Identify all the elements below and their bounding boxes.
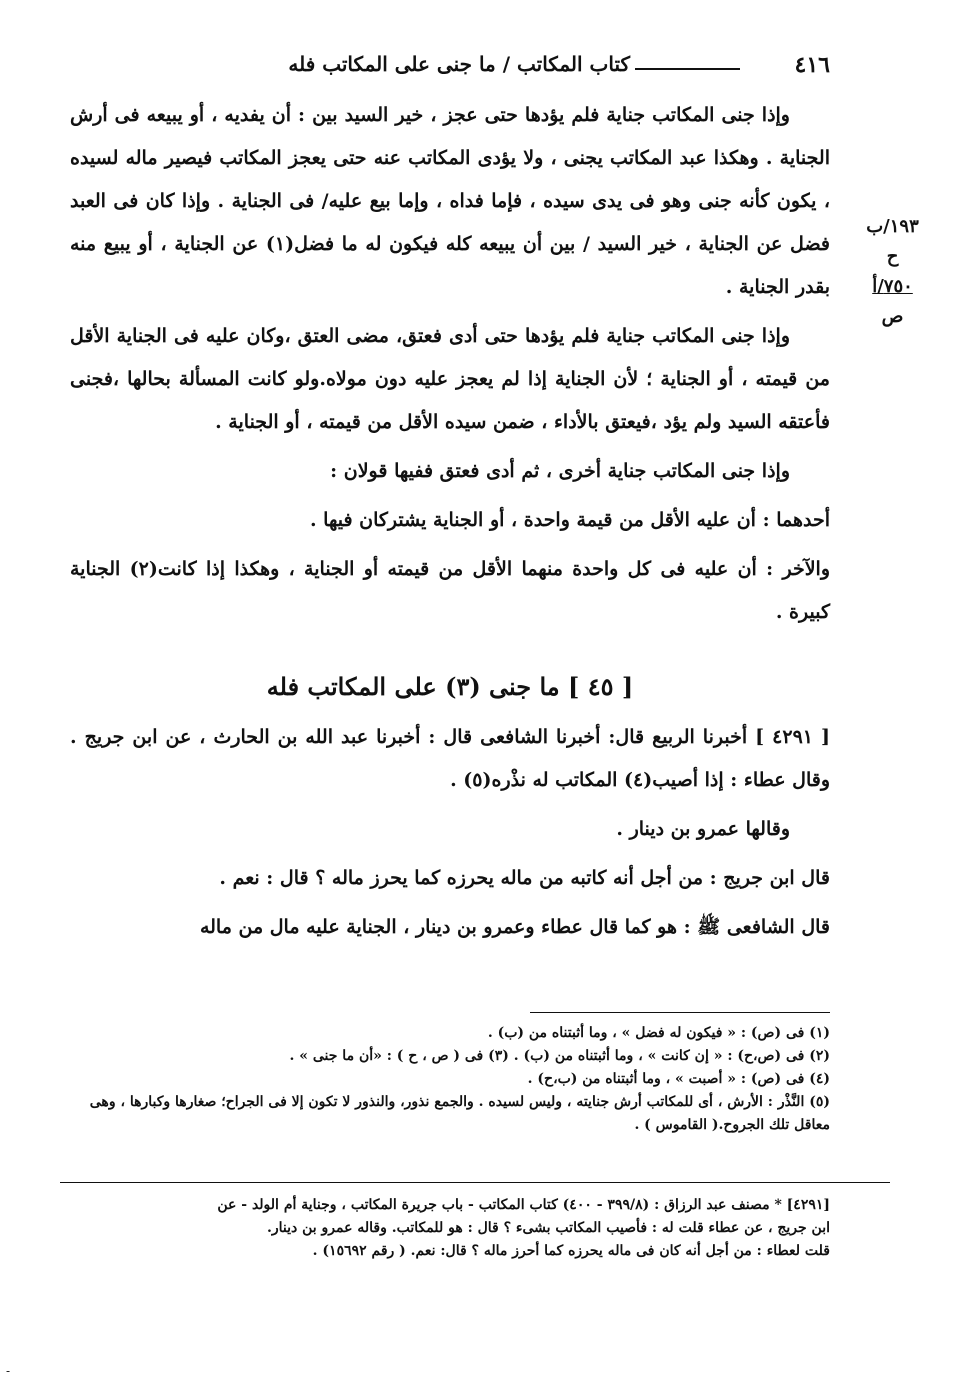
section-heading: [ ٤٥ ] ما جنى (٣) على المكاتب فله bbox=[266, 672, 634, 701]
paragraph: وإذا جنى المكاتب جناية فلم يؤدها حتى عجز ، خير السيد بين : أن يفديه ، أو يبيعه فى أرش الجناية . وهكذا عبد المكاتب يجنى ، ولا يؤدى المكاتب عنه حتى يعجز المكاتب فيصير ماله لسيده ، يكون كأنه جنى وهو فى يدى سيده ، فإما فداه ، وإما بيع عليه/ فى الجناية . وإذا كان فى العبد فضل عن الجناية ، خير السيد / بين أن يبيعه كله فيكون له ما فضل(١) عن الجناية ، أو يبيع منه بقدر الجناية . bbox=[70, 104, 831, 298]
paragraph: وقالها عمرو بن دينار . bbox=[616, 818, 790, 840]
reference-note bbox=[70, 1194, 830, 1263]
paragraph: قال ابن جريج : من أجل أنه كاتبه من ماله يحرزه كما يحرز ماله ؟ قال : نعم . bbox=[219, 867, 830, 889]
footnote: (٤) فى (ص) : « أصبت » ، وما أثبتناه من (ب،ح) . bbox=[527, 1071, 830, 1087]
paragraph: [ ٤٢٩١ ] أخبرنا الربيع قال: أخبرنا الشافعى قال : أخبرنا عبد الله بن الحارث ، عن ابن جريج . وقال عطاء : إذا أصيب(٤) المكاتب له نذْره(٥) . bbox=[70, 726, 830, 791]
reference-line: ابن جريج ، عن عطاء قلت له : فأصيب المكاتب بشىء ؟ قال : هو للمكاتب. وقاله عمرو بن دينار. bbox=[266, 1220, 830, 1236]
reference-separator bbox=[60, 1182, 890, 1183]
footnote: (٢) فى (ص،ح) : « إن كانت » ، وما أثبتناه من (ب) . (٣) فى ( ص ، ح ) : «أن ما جنى » . bbox=[289, 1048, 830, 1064]
reference-line: [٤٢٩١] * مصنف عبد الرزاق : (٣٩٩/٨ - ٤٠٠) كتاب المكاتب - باب جريرة المكاتب ، وجناية أم الولد - عن bbox=[217, 1197, 830, 1213]
paragraph: وإذا جنى المكاتب جناية فلم يؤدها حتى أدى فعتق، مضى العتق ،وكان عليه فى الجناية الأقل من قيمته ، أو الجناية ؛ لأن الجناية إذا لم يعجز عليه دون مولاه.ولو كانت المسألة بحالها ،فجنى فأعتقه السيد ولم يؤد ،فيعتق بالأداء ، ضمن سيده الأقل من قيمته ، أو الجناية . bbox=[70, 325, 830, 433]
header-rule bbox=[635, 68, 740, 70]
header-title: كتاب المكاتب / ما جنى على المكاتب فله bbox=[288, 52, 630, 76]
footnote-rule bbox=[530, 1012, 830, 1013]
footnote: (٥) النَّذْر : الأرش ، أى للمكاتب أرش جنايته ، وليس لسيده . والجمع نذور، والنذور لا تكون إلا فى الجراح؛ صغارها وكبارها ، وهى معاقل تلك الجروح.( القاموس ) . bbox=[89, 1094, 830, 1133]
footnotes bbox=[70, 1022, 830, 1137]
paragraph: قال الشافعى ﷺ : هو كما قال عطاء وعمرو بن دينار ، الجناية عليه مال من ماله bbox=[199, 916, 830, 938]
running-header bbox=[70, 52, 830, 88]
margin-note: ٧٥٠/أ bbox=[872, 276, 913, 297]
paragraph: وإذا جنى المكاتب جناية أخرى ، ثم أدى فعتق ففيها قولان : bbox=[330, 460, 790, 482]
margin-note: ص bbox=[881, 306, 904, 327]
page-number: ٤١٦ bbox=[794, 52, 830, 78]
margin-manuscript-refs bbox=[840, 212, 945, 332]
paragraph: أحدهما : أن عليه الأقل من قيمة واحدة ، أو الجناية يشتركان فيها . bbox=[309, 509, 830, 531]
main-text bbox=[70, 94, 830, 955]
reference-line: قلت لعطاء : من أجل أنه كان فى ماله يحرزه كما أحرز ماله ؟ قال: نعم. ( رقم ١٥٦٩٢) . bbox=[312, 1243, 830, 1259]
footnote: (١) فى (ص) : « فيكون له فضل » ، وما أثبتناه من (ب) . bbox=[487, 1025, 830, 1041]
margin-note: ١٩٣/ب bbox=[866, 216, 919, 237]
corner-mark: - bbox=[6, 1364, 11, 1378]
paragraph: والآخر : أن عليه فى كل واحدة منهما الأقل من قيمته أو الجناية ، وهكذا إذا كانت(٢) الجناية كبيرة . bbox=[70, 558, 830, 623]
margin-note: ح bbox=[886, 246, 899, 267]
